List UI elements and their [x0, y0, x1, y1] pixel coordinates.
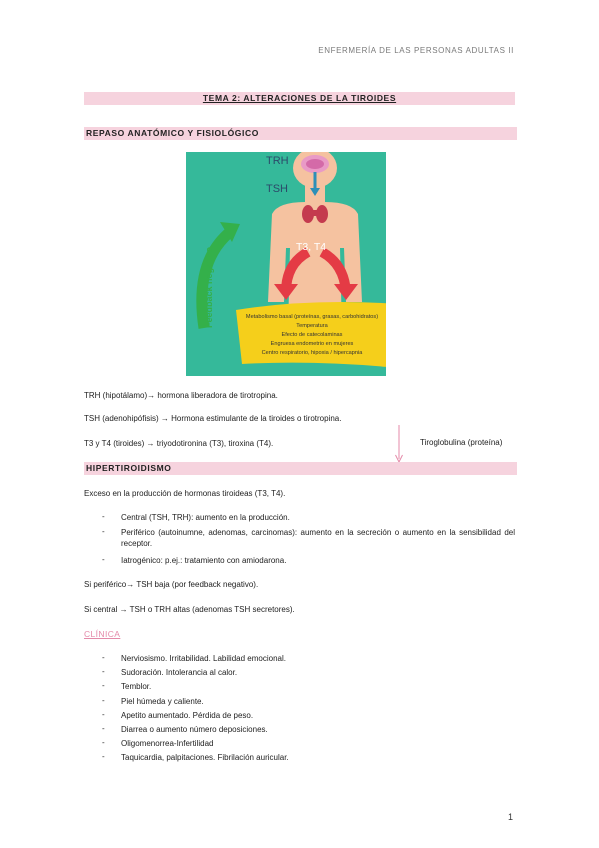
symptom-item: Taquicardia, palpitaciones. Fibrilación auricular. — [121, 753, 289, 762]
symptom-item: Temblor. — [121, 682, 152, 691]
hyperthyroid-intro: Exceso en la producción de hormonas tiroideas (T3, T4). — [84, 489, 286, 498]
bullet-dash: - — [102, 653, 105, 662]
bullet-dash: - — [102, 738, 105, 747]
bullet-dash: - — [102, 710, 105, 719]
bullet-dash: - — [102, 696, 105, 705]
effect-item: Temperatura — [296, 323, 328, 329]
feedback-label: Feedback negativo — [204, 246, 214, 328]
effect-item: Centro respiratorio, hipoxia / hipercapnia — [261, 350, 363, 356]
clinica-heading: CLÍNICA — [84, 629, 121, 639]
thyroid-diagram-graphic — [186, 152, 386, 376]
effect-item: Efecto de catecolaminas — [281, 332, 343, 338]
section-heading-repaso: REPASO ANATÓMICO Y FISIOLÓGICO — [84, 127, 517, 140]
symptom-item: Piel húmeda y caliente. — [121, 697, 204, 706]
effect-item: Metabolismo basal (proteínas, grasas, carbohidratos) — [245, 314, 379, 320]
bullet-dash: - — [102, 667, 105, 676]
title-band — [84, 92, 515, 105]
bullet-dash: - — [102, 752, 105, 761]
trh-label: TRH — [266, 155, 289, 167]
bullet-dash: - — [102, 681, 105, 690]
brain-detail — [306, 159, 324, 169]
definition-tsh: TSH (adenohipófisis) → Hormona estimulante de la tiroides o tirotropina. — [84, 414, 342, 423]
bullet-dash: - — [102, 512, 105, 521]
thyroid-isthmus — [308, 210, 322, 216]
page-title: TEMA 2: ALTERACIONES DE LA TIROIDES — [202, 93, 397, 103]
definition-t3t4: T3 y T4 (tiroides) → triyodotironina (T3), tiroxina (T4). — [84, 439, 274, 448]
tsh-label: TSH — [266, 183, 288, 195]
page-number: 1 — [507, 812, 513, 822]
bullet-dash: - — [102, 555, 105, 564]
section-heading-hipertiroidismo: HIPERTIROIDISMO — [84, 462, 517, 475]
symptom-item: Oligomenorrea-Infertilidad — [121, 739, 214, 748]
symptom-item: Nerviosismo. Irritabilidad. Labilidad emocional. — [121, 654, 286, 663]
t3t4-label: T3, T4 — [296, 241, 327, 253]
cause-item-periferico: Periférico (autoinumne, adenomas, carcinomas): aumento en la secreción o aumento en la sensibilidad del receptor. — [121, 528, 515, 548]
note-periferico: Si periférico→ TSH baja (por feedback negativo). — [84, 580, 259, 589]
course-header: ENFERMERÍA DE LAS PERSONAS ADULTAS II — [318, 46, 514, 55]
thyroid-diagram — [186, 152, 386, 376]
symptom-item: Sudoración. Intolerancia al calor. — [121, 668, 238, 677]
note-central: Si central → TSH o TRH altas (adenomas TSH secretores). — [84, 605, 295, 614]
tiroglobulina-note: Tiroglobulina (proteína) — [420, 438, 503, 447]
bullet-dash: - — [102, 724, 105, 733]
cause-item-iatrogenico: Iatrogénico: p.ej.: tratamiento con amiodarona. — [121, 556, 287, 565]
definition-trh: TRH (hipotálamo)→ hormona liberadora de tirotropina. — [84, 391, 278, 400]
symptom-item: Diarrea o aumento número deposiciones. — [121, 725, 268, 734]
bullet-dash: - — [102, 527, 105, 536]
symptom-item: Apetito aumentado. Pérdida de peso. — [121, 711, 254, 720]
side-down-arrow — [395, 425, 403, 465]
cause-item-central: Central (TSH, TRH): aumento en la producción. — [121, 513, 290, 522]
effect-item: Engruesa endometrio en mujeres — [270, 341, 354, 347]
